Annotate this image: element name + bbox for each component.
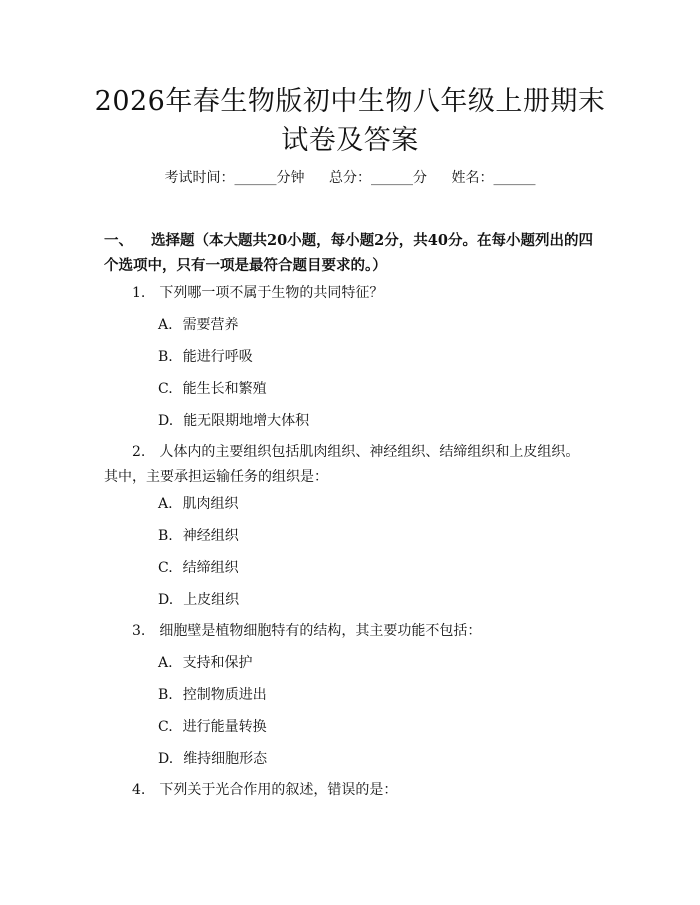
option-3a [158,653,253,673]
section-heading [104,228,604,278]
option-letter: C. [158,719,173,735]
option-text: 能无限期地增大体积 [183,413,310,429]
option-text: 需要营养 [182,317,239,333]
option-letter: A. [158,655,173,671]
option-text: 结缔组织 [182,560,239,576]
question-text: 细胞壁是植物细胞特有的结构，其主要功能不包括： [159,623,482,639]
option-2a [158,494,239,514]
option-3d [158,749,267,769]
total-score-field: 总分：______分 [329,170,427,186]
option-letter: D. [158,592,174,608]
option-3b [158,685,267,705]
option-2b [158,526,239,546]
option-1d [158,411,309,431]
section-number: 一、 [104,232,133,249]
option-letter: B. [158,528,173,544]
option-letter: D. [158,413,174,429]
option-text: 支持和保护 [182,655,253,671]
option-letter: C. [158,381,173,397]
question-number: 4. [132,782,146,798]
section-text: 选择题（本大题共20小题，每小题2分，共40分。在每小题列出的四个选项中，只有一项是最符合题目要求的。） [104,232,593,274]
option-letter: C. [158,560,173,576]
option-text: 肌肉组织 [182,496,239,512]
option-text: 能进行呼吸 [182,349,253,365]
name-field: 姓名：______ [451,170,536,186]
question-number: 3. [132,623,146,639]
option-1a [158,315,239,335]
option-letter: A. [158,317,173,333]
question-number: 1. [132,285,146,301]
question-text: 人体内的主要组织包括肌肉组织、神经组织、结缔组织和上皮组织。其中，主要承担运输任务的组织是： [104,444,580,485]
option-1b [158,347,253,367]
question-2 [104,440,592,490]
page-title: 2026年春生物版初中生物八年级上册期末试卷及答案 [94,86,606,156]
option-text: 维持细胞形态 [183,751,268,767]
exam-info [0,168,700,188]
question-4 [132,778,592,803]
option-text: 控制物质进出 [182,687,267,703]
option-text: 进行能量转换 [182,719,267,735]
option-text: 上皮组织 [183,592,240,608]
option-letter: D. [158,751,174,767]
option-letter: B. [158,687,173,703]
option-text: 神经组织 [182,528,239,544]
option-letter: B. [158,349,173,365]
question-number: 2. [132,444,146,460]
option-3c [158,717,267,737]
option-2c [158,558,239,578]
option-letter: A. [158,496,173,512]
exam-time-field: 考试时间：______分钟 [164,170,305,186]
question-3 [132,619,592,644]
option-text: 能生长和繁殖 [182,381,267,397]
question-1 [132,281,592,306]
option-2d [158,590,239,610]
option-1c [158,379,267,399]
question-text: 下列哪一项不属于生物的共同特征？ [159,285,384,301]
question-text: 下列关于光合作用的叙述，错误的是： [159,782,398,798]
